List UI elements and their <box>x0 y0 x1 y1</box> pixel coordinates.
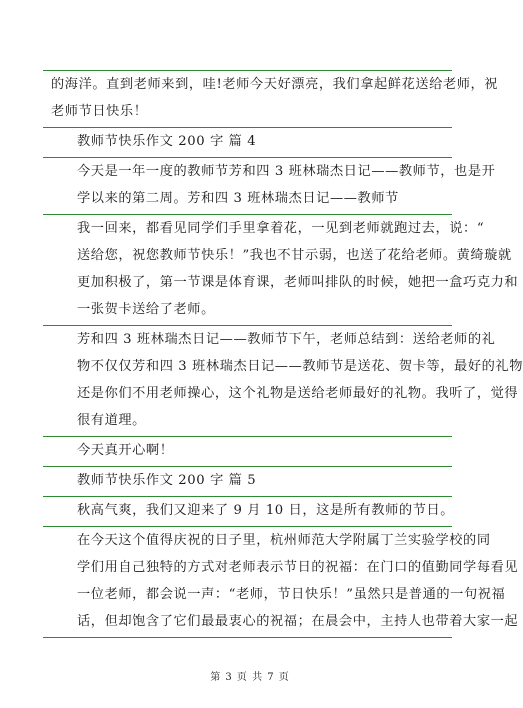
text-line: 教师节快乐作文 200 字 篇 5 <box>77 473 257 488</box>
paragraph-6 <box>43 467 452 497</box>
paragraph-7 <box>43 497 455 527</box>
text-line: 还是你们不用老师操心，这个礼物是送给老师最好的礼物。我听了，觉得 <box>77 386 519 401</box>
text-line: 的海洋。直到老师来到，哇!老师今天好漂亮，我们拿起鲜花送给老师，祝 <box>51 77 499 92</box>
paragraph-1 <box>43 128 452 158</box>
paragraph-0 <box>43 71 499 128</box>
page-footer: 第 3 页 共 7 页 <box>210 672 290 683</box>
text-line: 一位老师，都会说一声：“老师，节日快乐！”虽然只是普通的一句祝福 <box>77 587 506 602</box>
text-line: 一张贺卡送给了老师。 <box>77 302 215 317</box>
text-line: 今天是一年一度的教师节芳和四 3 班林瑞杰日记——教师节，也是开 <box>77 164 496 179</box>
text-line: 我一回来，都看见同学们手里拿着花，一见到老师就跑过去，说：“ <box>77 221 485 236</box>
text-line: 今天真开心啊！ <box>77 443 174 458</box>
text-line: 学以来的第二周。芳和四 3 班林瑞杰日记——教师节 <box>77 191 399 206</box>
paragraph-5 <box>43 437 452 467</box>
text-line: 教师节快乐作文 200 字 篇 4 <box>77 134 257 149</box>
text-line: 送给您，祝您教师节快乐！”我也不甘示弱，也送了花给老师。黄绮璇就 <box>77 248 512 263</box>
paragraph-8 <box>43 527 519 638</box>
text-line: 学们用自己独特的方式对老师表示节日的祝福：在门口的值勤同学每看见 <box>77 560 519 575</box>
text-line: 芳和四 3 班林瑞杰日记——教师节下午，老师总结到：送给老师的礼 <box>77 332 496 347</box>
text-line: 物不仅仅芳和四 3 班林瑞杰日记——教师节是送花、贺卡等，最好的礼物 <box>77 359 523 374</box>
paragraph-2 <box>43 158 496 215</box>
paragraph-4 <box>43 326 523 437</box>
text-line: 很有道理。 <box>77 413 146 428</box>
text-line: 老师节日快乐！ <box>51 104 148 119</box>
text-line: 话，但却饱含了它们最最衷心的祝福；在晨会中，主持人也带着大家一起 <box>77 614 519 629</box>
text-line: 在今天这个值得庆祝的日子里，杭州师范大学附属丁兰实验学校的同 <box>77 533 491 548</box>
text-line: 秋高气爽，我们又迎来了 9 月 10 日，这是所有教师的节日。 <box>77 503 455 518</box>
paragraph-3 <box>43 215 519 326</box>
text-line: 更加积极了，第一节课是体育课，老师叫排队的时候，她把一盒巧克力和 <box>77 275 519 290</box>
essay-content <box>43 70 523 638</box>
